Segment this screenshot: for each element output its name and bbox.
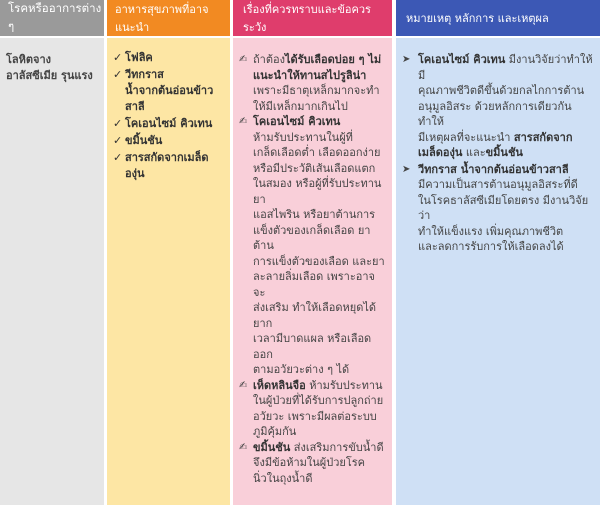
cautions-header: เรื่องที่ควรทราบและข้อควรระวัง: [233, 0, 392, 36]
food-item-label: สารสกัดจากเมล็ดองุ่น: [125, 151, 209, 180]
caution-item-text: เห็ดหลินจือ ห้ามรับประทาน ในผู้ป่วยที่ได้รับการปลูกถ่าย อวัยวะ เพราะมีผลต่อระบบ ภูมิคุ้มกัน: [253, 378, 384, 438]
note-item: [402, 52, 594, 161]
foods-column: [107, 0, 230, 505]
caution-item: [239, 114, 386, 378]
caution-item: [239, 52, 386, 114]
note-item-text: โคเอนไซม์ คิวเทน มีงานวิจัยว่าทำให้มี คุณภาพชีวิตดีขึ้นด้วยกลไกการต้าน อนุมูลอิสระ ด้วยหลักการเดียวกันทำให้ มีเหตุผลที่จะแนะนำ สารสกัดจาก เมล็ดองุ่น และขมิ้นชัน: [418, 53, 593, 159]
check-icon: ✓: [113, 134, 123, 147]
food-item: [113, 50, 224, 66]
disease-name-line2: อาลัสซีเมีย รุนแรง: [6, 68, 93, 82]
check-icon: ✓: [113, 51, 123, 64]
arrow-icon: ➤: [402, 54, 411, 65]
cautions-column: [233, 0, 392, 505]
check-icon: ✓: [113, 151, 123, 164]
notes-column: [396, 0, 600, 505]
pen-icon: ✍: [239, 379, 248, 391]
food-item-label: โคเอนไซม์ คิวเทน: [125, 117, 213, 130]
caution-item-text: ถ้าต้องได้รับเลือดบ่อย ๆ ไม่ แนะนำให้ทานสไปรูลิน่า เพราะมีธาตุเหล็กมากจะทำ ให้มีเหล็กมากเกินไป: [253, 53, 382, 113]
food-item: [113, 67, 224, 115]
disease-cell: [0, 38, 104, 505]
food-item-label: วีทกราส น้ำจากต้นอ่อนข้าวสาลี: [125, 68, 214, 113]
disease-name-line1: โลหิตจาง: [6, 53, 52, 66]
pen-icon: ✍: [239, 54, 248, 65]
food-item: [113, 150, 224, 182]
note-item: [402, 162, 594, 255]
food-item: [113, 116, 224, 132]
note-item-text: วีทกราส น้ำจากต้นอ่อนข้าวสาลี มีความเป็นสารต้านอนุมูลอิสระที่ดี ในโรคธาลัสซีเมียโดยตรง มีงานวิจัยว่า ทำให้แข็งแรง เพิ่มคุณภาพชีวิต และลดการรับการให้เลือดลงได้: [418, 162, 589, 253]
disease-column: [0, 0, 104, 505]
caution-item: [239, 378, 386, 440]
check-icon: ✓: [113, 117, 123, 130]
pen-icon: ✍: [239, 441, 248, 453]
arrow-icon: ➤: [402, 163, 411, 175]
caution-item-text: โคเอนไซม์ คิวเทน ห้ามรับประทานในผู้ที่ เกล็ดเลือดต่ำ เลือดออกง่าย หรือมีประวัติเส้นเลือดแตก ในสมอง หรือผู้ที่รับประทานยา แอสไพริน หรือยาต้านการ แข็งตัวของเกล็ดเลือด ยาต้าน การแข็งตัวของเลือด และยา ละลายลิ่มเลือด เพราะอาจจะ ส่งเสริม ทำให้เลือดหยุดได้ยาก เวลามีบาดแผล หรือเลือดออก ตามอวัยวะต่าง ๆ ได้: [253, 115, 385, 376]
pen-icon: ✍: [239, 116, 248, 127]
food-item: [113, 133, 224, 149]
food-item-label: ขมิ้นชัน: [125, 134, 163, 147]
notes-cell: [396, 38, 600, 505]
caution-item-text: ขมิ้นชัน ส่งเสริมการขับน้ำดี จึงมีข้อห้ามในผู้ป่วยโรค นิ่วในถุงน้ำดี: [253, 440, 384, 485]
foods-header: อาหารสุขภาพที่อาจแนะนำ: [107, 0, 230, 36]
disease-header: โรคหรืออาการต่าง ๆ: [0, 0, 104, 36]
foods-cell: [107, 38, 230, 505]
caution-item: [239, 440, 386, 487]
cautions-cell: [233, 38, 392, 505]
food-item-label: โฟลิค: [125, 51, 153, 64]
check-icon: ✓: [113, 68, 123, 81]
notes-header: หมายเหตุ หลักการ และเหตุผล: [396, 0, 600, 36]
